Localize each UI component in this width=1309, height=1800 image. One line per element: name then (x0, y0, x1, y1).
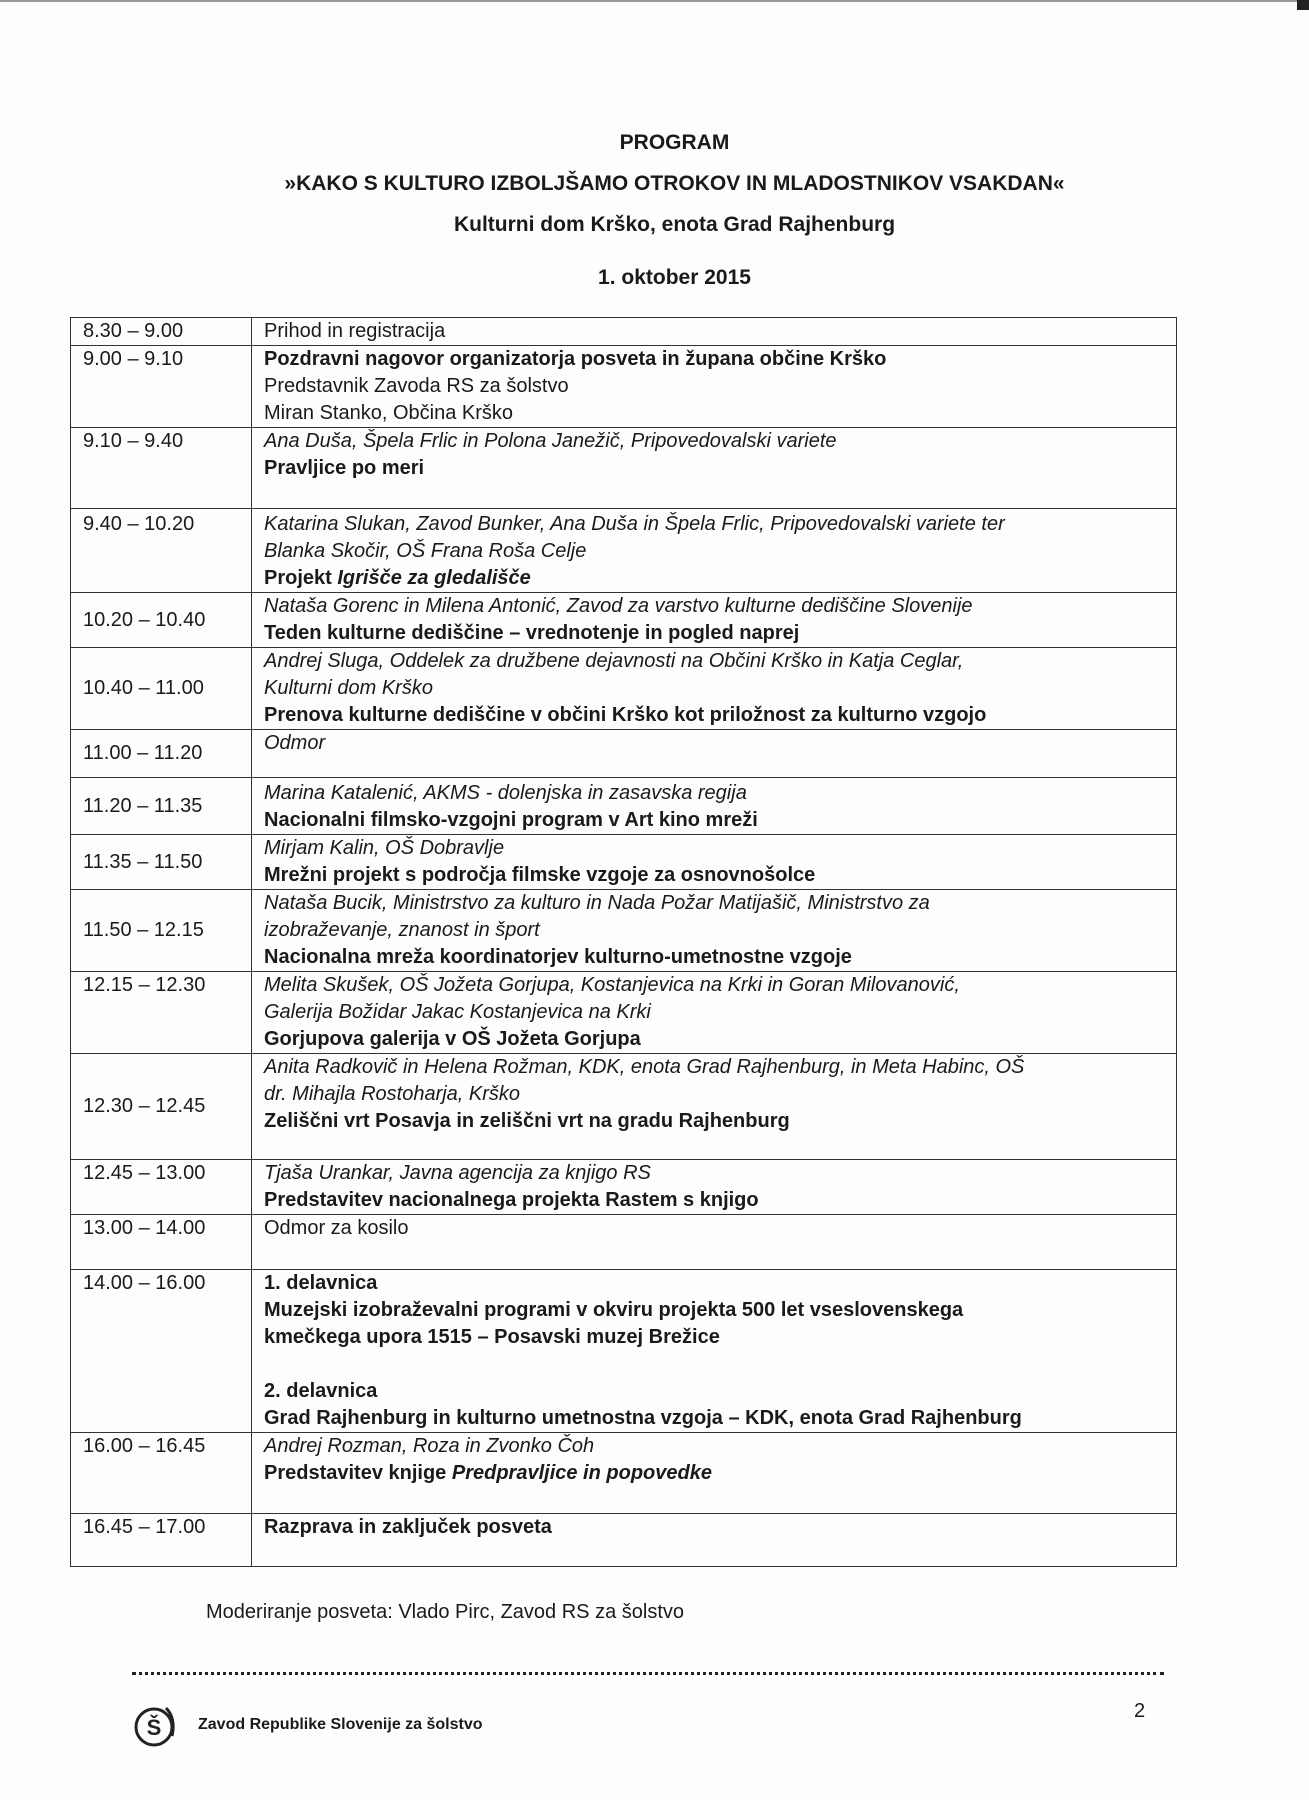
row-title: Pozdravni nagovor organizatorja posveta in župana občine Krško (264, 348, 887, 370)
row-description (252, 1054, 1177, 1160)
row-title: Teden kulturne dediščine – vrednotenje in pogled naprej (264, 622, 800, 644)
row-title: Predstavitev nacionalnega projekta Rastem s knjigo (264, 1189, 759, 1211)
row-text: Predstavnik Zavoda RS za šolstvo (264, 375, 569, 397)
row-title-italic: Predpravljice in popovedke (451, 1462, 712, 1484)
row-speakers: Anita Radkovič in Helena Rožman, KDK, enota Grad Rajhenburg, in Meta Habinc, OŠ (264, 1056, 1025, 1078)
table-row (71, 1215, 1177, 1270)
table-row (71, 346, 1177, 428)
row-title: Predstavitev knjige (264, 1462, 452, 1484)
row-time: 10.20 – 10.40 (71, 593, 252, 648)
row-title: Pravljice po meri (264, 457, 425, 479)
table-row (71, 972, 1177, 1054)
table-row (71, 835, 1177, 890)
row-description (252, 1215, 1177, 1270)
footer-organization: Zavod Republike Slovenije za šolstvo (198, 1716, 483, 1733)
row-description (252, 593, 1177, 648)
row-time: 8.30 – 9.00 (71, 318, 252, 346)
row-text: Odmor (264, 732, 326, 754)
row-speakers: Marina Katalenić, AKMS - dolenjska in zasavska regija (264, 782, 747, 804)
row-time: 12.45 – 13.00 (71, 1160, 252, 1215)
document-title: PROGRAM (619, 131, 730, 154)
row-time: 13.00 – 14.00 (71, 1215, 252, 1270)
table-row (71, 1433, 1177, 1514)
row-description (252, 318, 1177, 346)
row-description (252, 1160, 1177, 1215)
row-speakers: Blanka Skočir, OŠ Frana Roša Celje (264, 540, 587, 562)
row-description (252, 648, 1177, 730)
table-row (71, 1160, 1177, 1215)
row-title: Razprava in zaključek posveta (264, 1516, 552, 1538)
row-time: 9.40 – 10.20 (71, 509, 252, 593)
row-description (252, 509, 1177, 593)
table-row (71, 318, 1177, 346)
event-title: »KAKO S KULTURO IZBOLJŠAMO OTROKOV IN MLADOSTNIKOV VSAKDAN« (284, 172, 1065, 195)
row-text: Odmor za kosilo (264, 1217, 409, 1239)
row-speakers: Kulturni dom Krško (264, 677, 433, 699)
row-description (252, 730, 1177, 778)
row-title: Projekt (264, 567, 338, 589)
row-description (252, 428, 1177, 509)
row-description (252, 778, 1177, 835)
row-description (252, 346, 1177, 428)
row-title-italic: Igrišče za gledališče (337, 567, 531, 589)
row-description (252, 835, 1177, 890)
row-time: 11.00 – 11.20 (71, 730, 252, 778)
row-time: 11.20 – 11.35 (71, 778, 252, 835)
row-time: 12.15 – 12.30 (71, 972, 252, 1054)
table-row (71, 1270, 1177, 1433)
row-time: 16.45 – 17.00 (71, 1514, 252, 1567)
row-time: 16.00 – 16.45 (71, 1433, 252, 1514)
row-time: 10.40 – 11.00 (71, 648, 252, 730)
table-row (71, 648, 1177, 730)
row-speakers: Mirjam Kalin, OŠ Dobravlje (264, 837, 505, 859)
row-speakers: dr. Mihajla Rostoharja, Krško (264, 1083, 521, 1105)
table-row (71, 1054, 1177, 1160)
row-speakers: izobraževanje, znanost in šport (264, 919, 540, 941)
row-description (252, 1270, 1177, 1433)
row-speakers: Galerija Božidar Jakac Kostanjevica na Krki (264, 1001, 651, 1023)
row-title: Muzejski izobraževalni programi v okviru projekta 500 let vseslovenskega (264, 1299, 964, 1321)
row-description (252, 1433, 1177, 1514)
row-text: Prihod in registracija (264, 320, 446, 342)
row-title: Gorjupova galerija v OŠ Jožeta Gorjupa (264, 1028, 641, 1050)
moderator-note: Moderiranje posveta: Vlado Pirc, Zavod RS za šolstvo (206, 1601, 684, 1623)
row-speakers: Tjaša Urankar, Javna agencija za knjigo RS (264, 1162, 651, 1184)
event-date: 1. oktober 2015 (598, 266, 751, 289)
row-speakers: Nataša Bucik, Ministrstvo za kulturo in Nada Požar Matijašič, Ministrstvo za (264, 892, 930, 914)
event-venue: Kulturni dom Krško, enota Grad Rajhenburg (453, 213, 896, 236)
row-title: Prenova kulturne dediščine v občini Krško kot priložnost za kulturno vzgojo (264, 704, 987, 726)
table-row (71, 1514, 1177, 1567)
row-speakers: Katarina Slukan, Zavod Bunker, Ana Duša in Špela Frlic, Pripovedovalski variete ter (264, 513, 1005, 535)
table-row (71, 428, 1177, 509)
table-row (71, 890, 1177, 972)
row-description (252, 1514, 1177, 1567)
row-time: 9.10 – 9.40 (71, 428, 252, 509)
row-title: Nacionalna mreža koordinatorjev kulturno-umetnostne vzgoje (264, 946, 852, 968)
institute-logo-icon (128, 1700, 180, 1752)
scan-top-edge (0, 0, 1309, 2)
table-row (71, 730, 1177, 778)
row-title: kmečkega upora 1515 – Posavski muzej Brežice (264, 1326, 720, 1348)
table-row (71, 509, 1177, 593)
workshop-label: 1. delavnica (264, 1272, 378, 1294)
scan-corner-mark (1297, 0, 1309, 10)
row-description (252, 890, 1177, 972)
row-time: 14.00 – 16.00 (71, 1270, 252, 1433)
row-title: Mrežni projekt s področja filmske vzgoje za osnovnošolce (264, 864, 816, 886)
row-time: 11.50 – 12.15 (71, 890, 252, 972)
program-table (70, 317, 1177, 1567)
row-title: Grad Rajhenburg in kulturno umetnostna vzgoja – KDK, enota Grad Rajhenburg (264, 1407, 1022, 1429)
row-time: 9.00 – 9.10 (71, 346, 252, 428)
svg-text:Š: Š (146, 1715, 162, 1740)
row-speakers: Andrej Sluga, Oddelek za družbene dejavnosti na Občini Krško in Katja Ceglar, (264, 650, 964, 672)
row-time: 11.35 – 11.50 (71, 835, 252, 890)
footer-divider (132, 1672, 1164, 1675)
table-row (71, 593, 1177, 648)
row-speakers: Andrej Rozman, Roza in Zvonko Čoh (264, 1435, 595, 1457)
row-description (252, 972, 1177, 1054)
row-time: 12.30 – 12.45 (71, 1054, 252, 1160)
row-title: Zeliščni vrt Posavja in zeliščni vrt na gradu Rajhenburg (264, 1110, 790, 1132)
row-speakers: Melita Skušek, OŠ Jožeta Gorjupa, Kostanjevica na Krki in Goran Milovanović, (264, 974, 960, 996)
row-title: Nacionalni filmsko-vzgojni program v Art kino mreži (264, 809, 758, 831)
workshop-label: 2. delavnica (264, 1380, 378, 1402)
table-row (71, 778, 1177, 835)
page-number: 2 (1134, 1700, 1146, 1722)
row-speakers: Ana Duša, Špela Frlic in Polona Janežič, Pripovedovalski variete (264, 430, 837, 452)
row-speakers: Nataša Gorenc in Milena Antonić, Zavod za varstvo kulturne dediščine Slovenije (264, 595, 973, 617)
row-text: Miran Stanko, Občina Krško (264, 402, 513, 424)
